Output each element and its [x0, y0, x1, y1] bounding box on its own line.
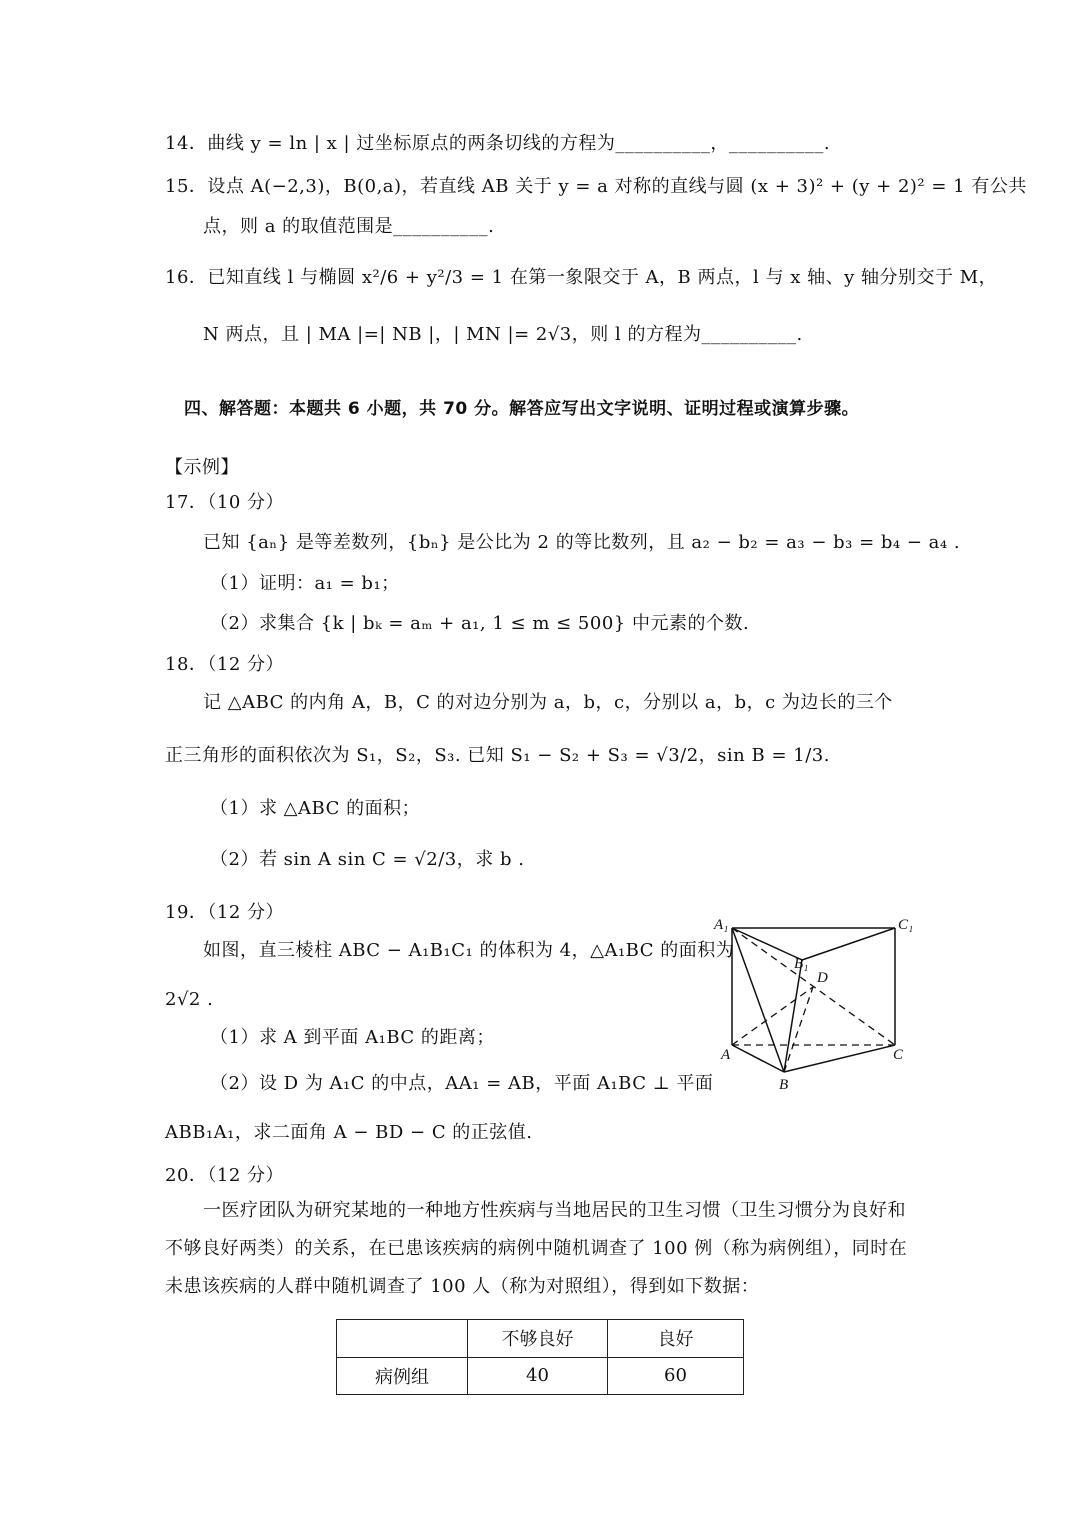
q18-part2: （2）若 sin A sin C = √2/3，求 b .	[210, 849, 525, 870]
q16-text-line1: 16．已知直线 l 与椭圆 x²/6 + y²/3 = 1 在第一象限交于 A，B 两点，l 与 x 轴、y 轴分别交于 M，	[165, 267, 998, 288]
q14-text: 14．曲线 y = ln | x | 过坐标原点的两条切线的方程为__________，__________.	[165, 133, 831, 154]
q17-stem: 已知 {aₙ} 是等差数列，{bₙ} 是公比为 2 的等比数列，且 a₂ − b₂ = a₃ − b₃ = b₄ − a₄ .	[203, 532, 961, 553]
q19-part2-line1: （2）设 D 为 A₁C 的中点，AA₁ = AB，平面 A₁BC ⊥ 平面	[210, 1073, 714, 1094]
example-label: 【示例】	[165, 457, 239, 478]
label-B: B	[779, 1077, 789, 1093]
q16-text-line2: N 两点，且 | MA |=| NB |，| MN |= 2√3，则 l 的方程为__________.	[203, 324, 803, 345]
prism-figure	[705, 905, 930, 1095]
table-row	[337, 1357, 744, 1395]
table-cell: 病例组	[337, 1357, 468, 1395]
q20-heading: 20．（12 分）	[165, 1165, 285, 1186]
q20-stem-line2: 不够良好两类）的关系，在已患该疾病的病例中随机调查了 100 例（称为病例组），同时在	[165, 1238, 908, 1259]
q18-part1: （1）求 △ABC 的面积；	[210, 798, 421, 819]
label-C: C	[893, 1047, 904, 1063]
table-header-row	[337, 1320, 744, 1358]
q19-part2-line2: ABB₁A₁，求二面角 A − BD − C 的正弦值.	[165, 1122, 533, 1143]
q17-part1: （1）证明：a₁ = b₁；	[210, 573, 400, 594]
table-header-cell	[337, 1320, 468, 1358]
label-C1: C₁	[898, 917, 914, 933]
q15-text-line2: 点，则 a 的取值范围是__________.	[203, 216, 495, 237]
q19-part1: （1）求 A 到平面 A₁BC 的距离；	[210, 1027, 495, 1048]
q17-part2: （2）求集合 {k | bₖ = aₘ + a₁, 1 ≤ m ≤ 500} 中元素的个数.	[210, 613, 750, 634]
label-D: D	[817, 970, 828, 986]
q18-stem-line2: 正三角形的面积依次为 S₁，S₂，S₃. 已知 S₁ − S₂ + S₃ = √3/2，sin B = 1/3.	[165, 745, 830, 766]
q15-text-line1: 15．设点 A(−2,3)，B(0,a)，若直线 AB 关于 y = a 对称的直线与圆 (x + 3)² + (y + 2)² = 1 有公共	[165, 176, 1027, 197]
table-cell: 60	[608, 1357, 744, 1395]
label-B1: B₁	[794, 956, 809, 972]
q18-stem-line1: 记 △ABC 的内角 A，B，C 的对边分别为 a，b，c，分别以 a，b，c 为边长的三个	[203, 692, 893, 713]
q17-heading: 17．（10 分）	[165, 492, 285, 513]
table-cell: 40	[468, 1357, 608, 1395]
q19-stem-line2: 2√2 .	[165, 989, 214, 1010]
q20-stem-line1: 一医疗团队为研究某地的一种地方性疾病与当地居民的卫生习惯（卫生习惯分为良好和	[203, 1200, 906, 1221]
label-A: A	[721, 1047, 731, 1063]
label-A1: A₁	[714, 917, 729, 933]
table-header-cell: 良好	[608, 1320, 744, 1358]
data-table	[336, 1319, 744, 1395]
q20-stem-line3: 未患该疾病的人群中随机调查了 100 人（称为对照组），得到如下数据：	[165, 1276, 760, 1297]
q18-heading: 18．（12 分）	[165, 654, 285, 675]
section-four-heading: 四、解答题：本题共 6 小题，共 70 分。解答应写出文字说明、证明过程或演算步骤。	[184, 399, 860, 419]
q19-heading: 19．（12 分）	[165, 902, 285, 923]
q19-stem-line1: 如图，直三棱柱 ABC − A₁B₁C₁ 的体积为 4，△A₁BC 的面积为	[203, 940, 735, 961]
table-header-cell: 不够良好	[468, 1320, 608, 1358]
